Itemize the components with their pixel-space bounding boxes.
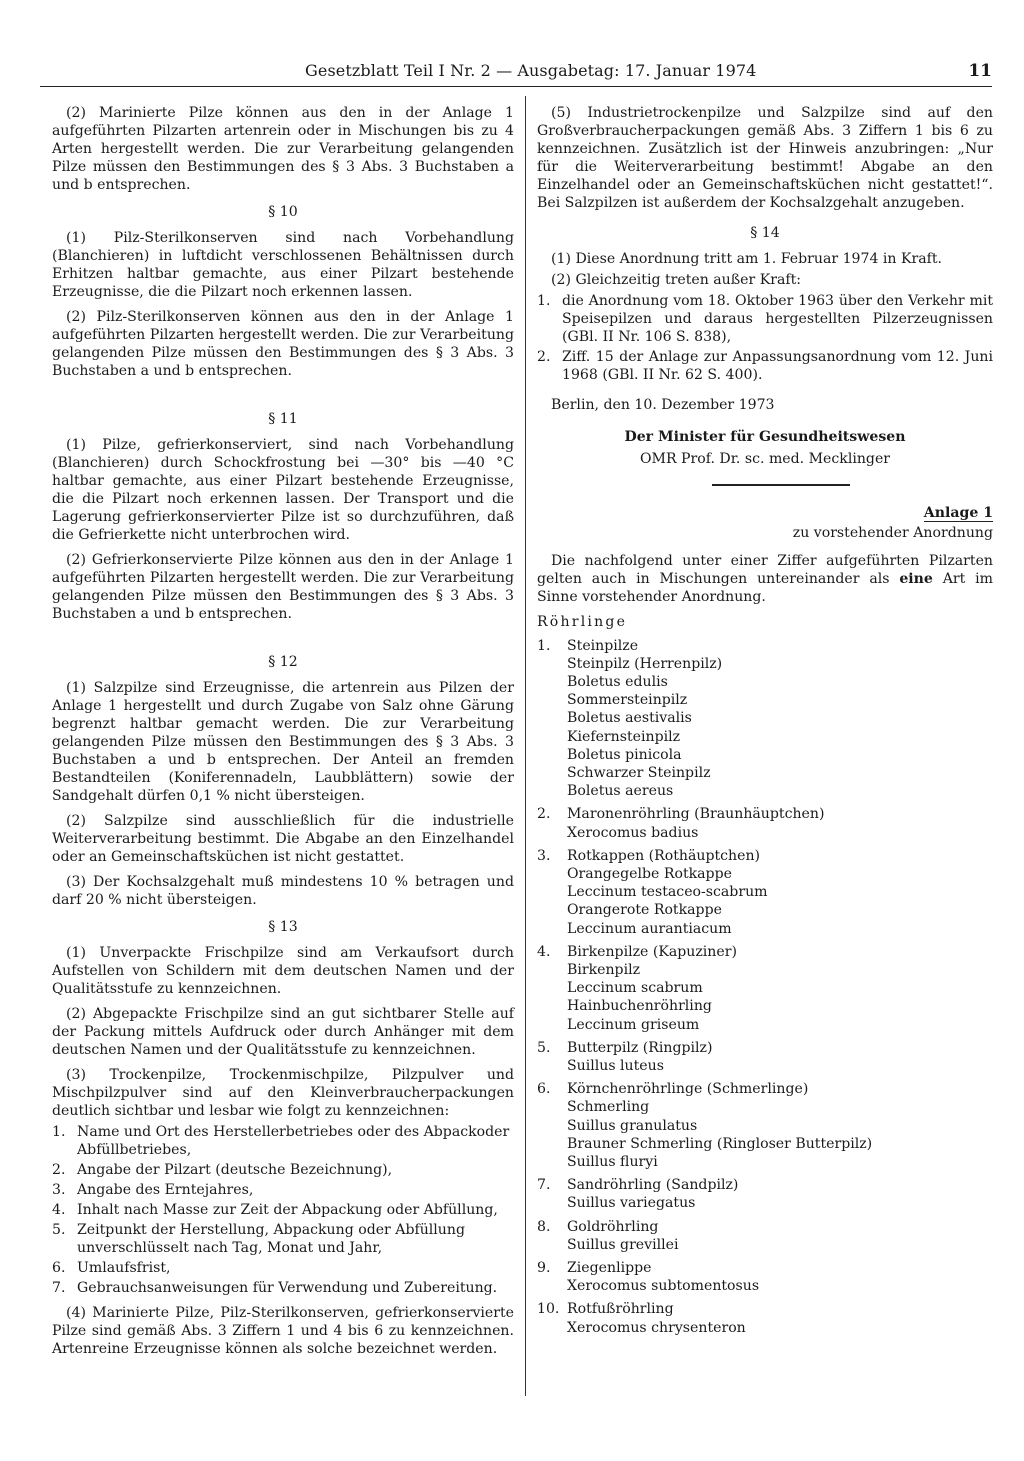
species-line: Leccinum aurantiacum	[567, 920, 732, 937]
species-body	[567, 1176, 993, 1212]
species-body	[567, 637, 993, 801]
species-line: Sommersteinpilz	[567, 692, 688, 709]
species-title: Butterpilz (Ringpilz)	[567, 1039, 713, 1056]
species-line: Suillus luteus	[567, 1057, 664, 1074]
minister-name: OMR Prof. Dr. sc. med. Mecklinger	[639, 451, 891, 467]
species-body	[567, 1039, 993, 1075]
paragraph-12-2: (2) Salzpilze sind ausschließlich für die industrielle Weiterverarbeitung bestimmt. Die Abgabe an den Einzelhandel oder an Gemeinschaftsküchen ist nicht gestattet.	[52, 813, 514, 865]
column-divider	[525, 96, 526, 1396]
paragraph-14-1: (1) Diese Anordnung tritt am 1. Februar 1974 in Kraft.	[551, 251, 943, 267]
species-number: 1.	[537, 637, 551, 654]
list-item: 3. Angabe des Erntejahres,	[52, 1182, 254, 1198]
species-item	[537, 637, 993, 801]
left-column	[52, 104, 514, 1365]
paragraph-10-2: (2) Pilz-Sterilkonserven können aus den in der Anlage 1 aufgeführten Pilzarten hergestellt werden. Die zur Verarbeitung gelangenden Pilze müssen den Bestimmungen des § 3 Abs. 3 Buchstaben a und b entsprechen.	[52, 309, 514, 379]
species-line: Suillus grevillei	[567, 1236, 679, 1253]
species-line: Schmerling	[567, 1099, 650, 1116]
section-heading-10: § 10	[268, 204, 298, 220]
species-number: 9.	[537, 1260, 551, 1276]
species-line: Steinpilz (Herrenpilz)	[567, 655, 723, 672]
place-date: Berlin, den 10. Dezember 1973	[551, 397, 775, 413]
section-heading-12: § 12	[268, 654, 298, 670]
paragraph-14-2: (2) Gleichzeitig treten außer Kraft:	[551, 272, 802, 288]
repealed-list	[537, 292, 993, 384]
species-line: Orangegelbe Rotkappe	[567, 865, 732, 882]
species-title: Maronenröhrling (Braunhäuptchen)	[567, 806, 825, 823]
paragraph-12-3: (3) Der Kochsalzgehalt muß mindestens 10 % betragen und darf 20 % nicht übersteigen.	[52, 874, 514, 908]
section-heading-14: § 14	[750, 225, 780, 241]
species-item	[537, 1176, 993, 1212]
species-body	[567, 1080, 993, 1171]
species-line: Leccinum griseum	[567, 1016, 700, 1033]
species-body	[567, 943, 993, 1034]
list-item: 2. Ziff. 15 der Anlage zur Anpassungsanordnung vom 12. Juni 1968 (GBl. II Nr. 62 S. 400).	[537, 349, 993, 383]
page-number: 11	[968, 61, 992, 81]
species-line: Suillus granulatus	[567, 1117, 698, 1134]
list-item: 7. Gebrauchsanweisungen für Verwendung und Zubereitung.	[52, 1280, 498, 1296]
species-line: Xerocomus chrysenteron	[567, 1319, 746, 1336]
species-title: Birkenpilze (Kapuziner)	[567, 943, 737, 960]
species-line: Boletus edulis	[567, 673, 668, 690]
species-number: 10.	[537, 1301, 560, 1318]
species-item	[537, 1218, 993, 1254]
paragraph-10-1: (1) Pilz-Sterilkonserven sind nach Vorbehandlung (Blanchieren) in luftdicht verschlossenen Behältnissen durch Erhitzen haltbar gemachte, aus einer Pilzart bestehende Erzeugnisse, die die Pilzart noch erkennen lassen.	[52, 230, 514, 300]
list-item: 1. die Anordnung vom 18. Oktober 1963 über den Verkehr mit Speisepilzen und daraus hergestellten Pilzerzeugnissen (GBl. II Nr. 106 S. 838),	[537, 293, 993, 345]
species-line: Boletus pinicola	[567, 746, 682, 763]
species-item	[537, 805, 993, 841]
paragraph-13-2: (2) Abgepackte Frischpilze sind an gut sichtbarer Stelle auf der Packung mittels Aufdruck oder durch Anhänger mit dem deutschen Namen und der Qualitätsstufe zu kennzeichnen.	[52, 1006, 514, 1058]
paragraph-13-4: (4) Marinierte Pilze, Pilz-Sterilkonserven, gefrierkonservierte Pilze sind gemäß Abs. 3 Ziffern 1 und 4 bis 6 zu kennzeichnen. Artenreine Erzeugnisse können als solche bezeichnet werden.	[52, 1305, 514, 1357]
species-body	[567, 1300, 993, 1336]
paragraph-13-3: (3) Trockenpilze, Trockenmischpilze, Pilzpulver und Mischpilzpulver sind auf den Kleinverbraucherpackungen deutlich sichtbar und lesbar wie folgt zu kennzeichnen:	[52, 1067, 514, 1119]
species-body	[567, 805, 993, 841]
species-line: Boletus aestivalis	[567, 710, 692, 727]
paragraph-13-5: (5) Industrietrockenpilze und Salzpilze sind auf den Großverbraucherpackungen gemäß Abs. 3 Ziffern 1 bis 6 zu kennzeichnen. Zusätzlich ist der Hinweis anzubringen: „Nur für die Weiterverarbeitung bestimmt! Abgabe an den Einzelhandel oder an Gemeinschaftsküchen nicht gestattet!“. Bei Salzpilzen ist außerdem der Kochsalzgehalt anzugeben.	[537, 105, 993, 211]
species-number: 2.	[537, 806, 551, 823]
species-item	[537, 847, 993, 938]
list-item: 1. Name und Ort des Herstellerbetriebes oder des Abpackoder Abfüllbetriebes,	[52, 1124, 510, 1158]
species-number: 5.	[537, 1039, 551, 1056]
species-body	[567, 1218, 993, 1254]
species-title: Körnchenröhrlinge (Schmerlinge)	[567, 1081, 809, 1098]
group-title: Röhrlinge	[537, 613, 628, 630]
species-line: Schwarzer Steinpilz	[567, 764, 711, 781]
labeling-list	[52, 1123, 514, 1297]
species-body	[567, 1259, 993, 1295]
species-number: 6.	[537, 1081, 551, 1098]
list-item: 6. Umlaufsfrist,	[52, 1260, 171, 1276]
minister-title: Der Minister für Gesundheitswesen	[624, 429, 906, 445]
section-heading-11: § 11	[268, 411, 298, 427]
species-title: Ziegenlippe	[567, 1260, 652, 1276]
species-number: 7.	[537, 1177, 551, 1194]
paragraph-12-1: (1) Salzpilze sind Erzeugnisse, die artenrein aus Pilzen der Anlage 1 hergestellt und durch Zugabe von Salz ohne Gärung begrenzt haltbar gemacht werden. Die zur Verarbeitung gelangenden Pilze müssen den Bestimmungen des § 3 Abs. 3 Buchstaben a und b entsprechen. Der Anteil an fremden Bestandteilen (Koniferennadeln, Laubblättern) sowie der Sandgehalt dürfen 0,1 % nicht übersteigen.	[52, 680, 514, 804]
species-line: Birkenpilz	[567, 961, 641, 978]
species-title: Goldröhrling	[567, 1218, 659, 1235]
annex-subtitle: zu vorstehender Anordnung	[792, 524, 993, 541]
species-line: Boletus aereus	[567, 783, 674, 800]
species-number: 8.	[537, 1218, 551, 1235]
species-item	[537, 1039, 993, 1075]
species-line: Suillus fluryi	[567, 1153, 658, 1170]
paragraph-11-2: (2) Gefrierkonservierte Pilze können aus den in der Anlage 1 aufgeführten Pilzarten hergestellt werden. Die zur Verarbeitung gelangenden Pilze müssen den Bestimmungen des § 3 Abs. 3 Buchstaben a und b entsprechen.	[52, 552, 514, 622]
species-item	[537, 1259, 993, 1295]
right-column	[537, 104, 993, 1342]
page-header	[40, 60, 992, 87]
species-line: Hainbuchenröhrling	[567, 998, 712, 1015]
gazette-title: Gesetzblatt Teil I Nr. 2 — Ausgabetag: 17. Januar 1974	[305, 61, 757, 80]
species-line: Xerocomus subtomentosus	[567, 1278, 760, 1295]
species-title: Steinpilze	[567, 637, 639, 654]
species-number: 3.	[537, 847, 551, 864]
paragraph-11-1: (1) Pilze, gefrierkonserviert, sind nach Vorbehandlung (Blanchieren) durch Schockfrostung bei —30° bis —40 °C haltbar gemachte, aus einer Pilzart bestehende Erzeugnisse, die die Pilzart noch erkennen lassen. Der Transport und die Lagerung gefrierkonservierter Pilze ist so durchzuführen, daß die Gefrierkette nicht unterbrochen wird.	[52, 437, 514, 543]
species-line: Brauner Schmerling (Ringloser Butterpilz)	[567, 1135, 873, 1152]
species-line: Leccinum scabrum	[567, 980, 703, 997]
list-item: 2. Angabe der Pilzart (deutsche Bezeichnung),	[52, 1162, 393, 1178]
paragraph-9-2: (2) Marinierte Pilze können aus den in der Anlage 1 aufgeführten Pilzarten artenrein oder in Mischungen bis zu 4 Arten hergestellt werden. Die zur Verarbeitung gelangenden Pilze müssen den Bestimmungen des § 3 Abs. 3 Buchstaben a und b entsprechen.	[52, 105, 514, 193]
species-item	[537, 943, 993, 1034]
species-line: Kiefernsteinpilz	[567, 728, 681, 745]
species-line: Xerocomus badius	[567, 824, 699, 841]
species-line: Orangerote Rotkappe	[567, 902, 722, 919]
paragraph-13-1: (1) Unverpackte Frischpilze sind am Verkaufsort durch Aufstellen von Schildern mit dem deutschen Namen und der Qualitätsstufe zu kennzeichnen.	[52, 945, 514, 997]
list-item: 5. Zeitpunkt der Herstellung, Abpackung oder Abfüllung unverschlüsselt nach Tag, Monat und Jahr,	[52, 1222, 465, 1256]
section-heading-13: § 13	[268, 919, 298, 935]
species-item	[537, 1080, 993, 1171]
species-title: Rotkappen (Rothäuptchen)	[567, 847, 761, 864]
annex-title: Anlage 1	[923, 504, 993, 521]
species-line: Suillus variegatus	[567, 1195, 696, 1212]
species-number: 4.	[537, 943, 551, 960]
signature-rule	[712, 484, 850, 486]
species-item	[537, 1300, 993, 1336]
species-title: Rotfußröhrling	[567, 1301, 674, 1318]
list-item: 4. Inhalt nach Masse zur Zeit der Abpackung oder Abfüllung,	[52, 1202, 498, 1218]
species-body	[567, 847, 993, 938]
species-line: Leccinum testaceo-scabrum	[567, 884, 768, 901]
species-list	[537, 637, 993, 1337]
species-title: Sandröhrling (Sandpilz)	[567, 1177, 739, 1194]
annex-intro: Die nachfolgend unter einer Ziffer aufgeführten Pilzarten gelten auch in Mischungen untereinander als eine Art im Sinne vorstehender Anordnung.	[537, 552, 993, 605]
